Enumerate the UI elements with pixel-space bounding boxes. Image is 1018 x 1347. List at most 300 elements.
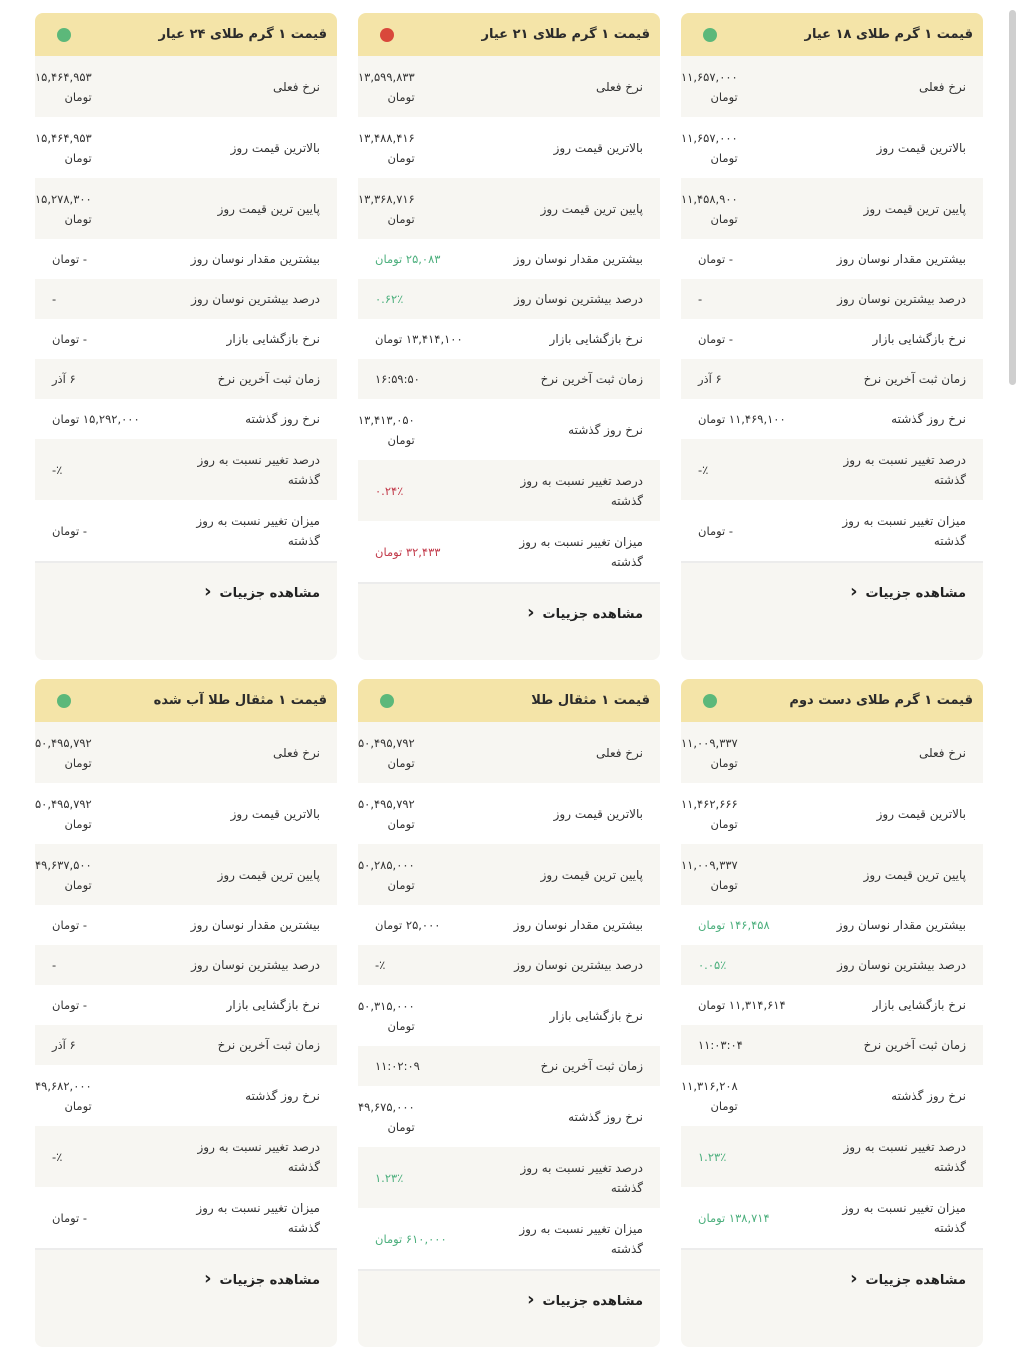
value-unit: تومان: [698, 1210, 726, 1225]
row-value: [35, 369, 76, 389]
row-label: درصد تغییر نسبت به روز گذشته: [197, 1139, 320, 1174]
value-number: ۵۰,۴۹۵,۷۹۲: [35, 735, 92, 750]
value-number: ۱۱,۶۵۷,۰۰۰: [681, 130, 738, 145]
value-number: ۱۳۸,۷۱۴: [728, 1210, 770, 1225]
row-label: بالاترین قیمت روز: [876, 140, 966, 155]
value-number: ۰.۶۲٪: [375, 292, 404, 306]
value-number: ۱۱,۴۶۹,۱۰۰: [728, 412, 786, 426]
value-number: ۱۱,۳۱۴,۶۱۴: [728, 998, 786, 1012]
value-number: -: [698, 292, 703, 306]
row-label: بالاترین قیمت روز: [230, 140, 320, 155]
value-unit: تومان: [375, 332, 403, 346]
row-label: نرخ روز گذشته: [891, 412, 966, 426]
row-label: بالاترین قیمت روز: [230, 806, 320, 821]
value-number: -: [82, 252, 88, 266]
row-value: [358, 481, 403, 501]
row-value: [35, 915, 87, 935]
row-value: [681, 915, 770, 935]
row-value: [35, 189, 92, 229]
row-label: پایین ترین قیمت روز: [540, 867, 643, 882]
value-unit: تومان: [52, 1210, 80, 1225]
table-row: [358, 359, 660, 399]
value-unit: تومان: [64, 816, 92, 831]
value-unit: تومان: [387, 1119, 415, 1134]
table-row: [358, 178, 660, 239]
value-number: ۶۱۰,۰۰۰: [405, 1231, 447, 1246]
table-row: [35, 985, 337, 1025]
table-row: [681, 722, 983, 783]
row-label: نرخ فعلی: [595, 79, 643, 94]
table-row: [358, 1086, 660, 1147]
chevron-left-icon: ‹: [204, 1268, 212, 1289]
row-value: [681, 128, 738, 168]
value-number: ٪-: [698, 462, 709, 477]
row-value: [358, 542, 440, 562]
row-label: نرخ بازگشایی بازار: [226, 998, 320, 1012]
row-label: درصد بیشترین نوسان روز: [191, 958, 320, 972]
row-value: [681, 1076, 738, 1116]
card-rows: [681, 56, 983, 561]
value-number: ۱۱,۶۵۷,۰۰۰: [681, 69, 738, 84]
value-unit: تومان: [52, 523, 80, 538]
row-label: درصد بیشترین نوسان روز: [837, 292, 966, 306]
chevron-left-icon: ‹: [850, 581, 858, 602]
row-label: بیشترین مقدار نوسان روز: [836, 918, 966, 932]
status-up-dot-icon: [380, 694, 394, 708]
table-row: [681, 279, 983, 319]
row-value: [681, 1035, 743, 1055]
row-label: پایین ترین قیمت روز: [217, 201, 320, 216]
row-label: زمان ثبت آخرین نرخ: [540, 1059, 643, 1073]
table-row: [358, 985, 660, 1046]
table-row: [681, 239, 983, 279]
value-number: ۲۵,۰۰۰: [405, 918, 441, 932]
value-number: -: [52, 958, 57, 972]
value-unit: تومان: [52, 998, 80, 1012]
table-row: [681, 117, 983, 178]
view-details-link[interactable]: [204, 581, 320, 602]
view-details-label: مشاهده جزییات: [542, 1294, 643, 1309]
value-number: -: [82, 332, 88, 346]
card-rows: [358, 56, 660, 582]
card-title: قیمت ۱ گرم طلای ۲۴ عیار: [158, 27, 327, 42]
value-number: ۴۹,۶۳۷,۵۰۰: [35, 857, 92, 872]
row-label: زمان ثبت آخرین نرخ: [540, 372, 643, 386]
table-row: [35, 56, 337, 117]
table-row: [358, 521, 660, 582]
row-value: [35, 794, 92, 834]
scrollbar-thumb[interactable]: [1009, 10, 1016, 385]
table-row: [681, 319, 983, 359]
table-row: [35, 1187, 337, 1248]
gold-price-cards: [35, 13, 983, 1347]
price-card: [681, 679, 983, 1347]
value-number: ۵۰,۴۹۵,۷۹۲: [358, 796, 415, 811]
row-value: [35, 67, 92, 107]
table-row: [681, 1187, 983, 1248]
status-up-dot-icon: [703, 28, 717, 42]
row-value: [35, 249, 87, 269]
row-label: بیشترین مقدار نوسان روز: [836, 252, 966, 266]
chevron-left-icon: ‹: [204, 581, 212, 602]
row-value: [358, 329, 463, 349]
table-row: [358, 945, 660, 985]
value-number: ۱۱,۰۰۹,۳۳۷: [681, 857, 738, 872]
card-header: [35, 13, 337, 56]
row-label: پایین ترین قیمت روز: [863, 867, 966, 882]
card-title: قیمت ۱ مثقال طلا: [531, 693, 650, 708]
value-number: -: [728, 332, 734, 346]
value-number: ۱۳,۴۱۴,۱۰۰: [405, 332, 463, 346]
row-label: درصد بیشترین نوسان روز: [191, 292, 320, 306]
row-value: [35, 855, 92, 895]
table-row: [681, 783, 983, 844]
table-row: [35, 722, 337, 783]
table-row: [35, 359, 337, 399]
table-row: [35, 1025, 337, 1065]
table-row: [681, 1025, 983, 1065]
value-unit: تومان: [387, 877, 415, 892]
row-label: درصد تغییر نسبت به روز گذشته: [843, 452, 966, 487]
row-label: درصد بیشترین نوسان روز: [837, 958, 966, 972]
value-unit: تومان: [387, 432, 415, 447]
row-label: نرخ روز گذشته: [891, 1088, 966, 1103]
row-label: درصد بیشترین نوسان روز: [514, 292, 643, 306]
value-number: ۱۶:۵۹:۵۰: [375, 372, 420, 386]
card-title: قیمت ۱ مثقال طلا آب شده: [153, 693, 327, 708]
value-number: ۶ آذر: [698, 372, 722, 386]
row-value: [35, 1147, 62, 1167]
row-value: [35, 409, 140, 429]
value-number: -: [82, 523, 88, 538]
table-row: [681, 56, 983, 117]
row-value: [681, 855, 738, 895]
row-label: میزان تغییر نسبت به روز گذشته: [842, 513, 966, 548]
value-number: ۱.۲۳٪: [375, 1170, 404, 1185]
card-footer: [681, 1248, 983, 1347]
status-up-dot-icon: [57, 694, 71, 708]
row-label: بالاترین قیمت روز: [553, 806, 643, 821]
value-unit: تومان: [387, 211, 415, 226]
row-value: [681, 521, 733, 541]
row-value: [681, 733, 738, 773]
value-number: ۰.۰۵٪: [698, 958, 727, 972]
price-card: [35, 679, 337, 1347]
row-value: [681, 369, 722, 389]
value-number: ۱۳,۳۶۸,۷۱۶: [358, 191, 415, 206]
price-card: [358, 679, 660, 1347]
row-value: [681, 189, 738, 229]
row-value: [358, 855, 415, 895]
row-value: [358, 794, 415, 834]
value-number: ٪-: [52, 1149, 63, 1164]
row-value: [681, 794, 738, 834]
status-down-dot-icon: [380, 28, 394, 42]
table-row: [681, 399, 983, 439]
scrollbar[interactable]: [1008, 0, 1018, 1280]
row-value: [358, 1229, 447, 1249]
chevron-left-icon: ‹: [527, 602, 535, 623]
table-row: [358, 460, 660, 521]
value-number: ۱۵,۲۷۸,۳۰۰: [35, 191, 92, 206]
table-row: [358, 1147, 660, 1208]
value-number: ۱۵,۴۶۴,۹۵۳: [35, 69, 92, 84]
row-value: [681, 1147, 726, 1167]
row-value: [681, 289, 702, 309]
value-number: ۴۹,۶۸۲,۰۰۰: [35, 1078, 92, 1093]
table-row: [35, 279, 337, 319]
value-unit: تومان: [64, 211, 92, 226]
card-rows: [35, 722, 337, 1248]
view-details-link[interactable]: [850, 1268, 966, 1289]
table-row: [358, 905, 660, 945]
table-row: [35, 844, 337, 905]
table-row: [358, 1046, 660, 1086]
value-unit: تومان: [698, 918, 726, 932]
table-row: [35, 319, 337, 359]
status-up-dot-icon: [703, 694, 717, 708]
value-unit: تومان: [387, 755, 415, 770]
value-unit: تومان: [698, 998, 726, 1012]
value-number: ۱۳,۴۱۳,۰۵۰: [358, 412, 415, 427]
value-unit: تومان: [710, 877, 738, 892]
value-number: ۶ آذر: [52, 372, 76, 386]
row-label: پایین ترین قیمت روز: [540, 201, 643, 216]
value-number: ۱۱,۳۱۶,۲۰۸: [681, 1078, 738, 1093]
table-row: [35, 117, 337, 178]
row-label: نرخ روز گذشته: [568, 1109, 643, 1124]
row-label: بالاترین قیمت روز: [876, 806, 966, 821]
view-details-label: مشاهده جزییات: [865, 586, 966, 601]
table-row: [35, 439, 337, 500]
value-number: ٪-: [52, 462, 63, 477]
row-label: درصد تغییر نسبت به روز گذشته: [843, 1139, 966, 1174]
row-label: بیشترین مقدار نوسان روز: [513, 918, 643, 932]
price-card: [681, 13, 983, 660]
chevron-left-icon: ‹: [850, 1268, 858, 1289]
view-details-label: مشاهده جزییات: [865, 1273, 966, 1288]
value-unit: تومان: [375, 252, 403, 266]
row-value: [35, 128, 92, 168]
card-footer: [358, 1269, 660, 1347]
view-details-link[interactable]: [527, 1289, 643, 1310]
value-number: ۱۳,۴۸۸,۴۱۶: [358, 130, 415, 145]
value-unit: تومان: [52, 412, 80, 426]
row-value: [35, 1076, 92, 1116]
row-label: نرخ بازگشایی بازار: [549, 1008, 643, 1023]
table-row: [681, 439, 983, 500]
table-row: [35, 905, 337, 945]
value-unit: تومان: [64, 150, 92, 165]
row-label: درصد بیشترین نوسان روز: [514, 958, 643, 972]
card-rows: [358, 722, 660, 1269]
row-label: زمان ثبت آخرین نرخ: [863, 1038, 966, 1052]
status-up-dot-icon: [57, 28, 71, 42]
row-label: نرخ فعلی: [272, 79, 320, 94]
row-label: درصد تغییر نسبت به روز گذشته: [520, 473, 643, 508]
row-label: نرخ روز گذشته: [568, 422, 643, 437]
table-row: [358, 239, 660, 279]
value-number: ۱۳,۵۹۹,۸۳۳: [358, 69, 415, 84]
table-row: [358, 722, 660, 783]
row-value: [358, 369, 420, 389]
table-row: [681, 178, 983, 239]
row-label: نرخ بازگشایی بازار: [872, 998, 966, 1012]
row-value: [358, 128, 415, 168]
value-number: ۱۱,۴۶۲,۶۶۶: [681, 796, 738, 811]
view-details-link[interactable]: [527, 602, 643, 623]
row-label: زمان ثبت آخرین نرخ: [863, 372, 966, 386]
row-value: [681, 460, 708, 480]
card-title: قیمت ۱ گرم طلای دست دوم: [789, 693, 973, 708]
value-number: -: [82, 918, 88, 932]
value-unit: تومان: [710, 755, 738, 770]
row-value: [358, 410, 415, 450]
row-value: [681, 249, 733, 269]
row-value: [358, 996, 415, 1036]
value-number: ۱۱:۰۲:۰۹: [375, 1059, 420, 1073]
row-label: میزان تغییر نسبت به روز گذشته: [842, 1200, 966, 1235]
card-footer: [35, 561, 337, 660]
value-number: -: [82, 998, 88, 1012]
value-unit: تومان: [64, 877, 92, 892]
row-value: [358, 249, 440, 269]
value-unit: تومان: [698, 523, 726, 538]
row-label: میزان تغییر نسبت به روز گذشته: [519, 534, 643, 569]
value-unit: تومان: [698, 332, 726, 346]
table-row: [358, 56, 660, 117]
view-details-label: مشاهده جزییات: [542, 607, 643, 622]
row-label: زمان ثبت آخرین نرخ: [217, 1038, 320, 1052]
table-row: [35, 178, 337, 239]
card-header: [358, 679, 660, 722]
row-label: درصد تغییر نسبت به روز گذشته: [520, 1160, 643, 1195]
table-row: [681, 905, 983, 945]
value-number: ۵۰,۳۱۵,۰۰۰: [358, 998, 415, 1013]
table-row: [35, 500, 337, 561]
row-label: میزان تغییر نسبت به روز گذشته: [519, 1221, 643, 1256]
price-card: [358, 13, 660, 660]
row-value: [35, 329, 87, 349]
table-row: [35, 399, 337, 439]
row-value: [358, 189, 415, 229]
card-title: قیمت ۱ گرم طلای ۱۸ عیار: [804, 27, 973, 42]
row-label: پایین ترین قیمت روز: [217, 867, 320, 882]
value-unit: تومان: [387, 89, 415, 104]
value-unit: تومان: [710, 89, 738, 104]
value-number: ۱۱:۰۳:۰۴: [698, 1038, 743, 1052]
row-label: نرخ روز گذشته: [245, 412, 320, 426]
value-number: ۵۰,۴۹۵,۷۹۲: [358, 735, 415, 750]
view-details-link[interactable]: [850, 581, 966, 602]
row-label: نرخ بازگشایی بازار: [872, 332, 966, 346]
row-value: [681, 955, 726, 975]
value-number: ۳۲,۴۳۳: [405, 544, 441, 559]
value-unit: تومان: [64, 1098, 92, 1113]
row-label: بیشترین مقدار نوسان روز: [513, 252, 643, 266]
row-value: [681, 329, 733, 349]
value-number: -: [52, 292, 57, 306]
price-card: [35, 13, 337, 660]
value-unit: تومان: [698, 412, 726, 426]
row-value: [681, 995, 786, 1015]
value-unit: تومان: [387, 816, 415, 831]
row-label: بیشترین مقدار نوسان روز: [190, 252, 320, 266]
row-label: بیشترین مقدار نوسان روز: [190, 918, 320, 932]
view-details-label: مشاهده جزییات: [219, 1273, 320, 1288]
card-header: [681, 13, 983, 56]
value-unit: تومان: [710, 816, 738, 831]
row-value: [358, 289, 403, 309]
table-row: [681, 985, 983, 1025]
row-value: [35, 995, 87, 1015]
table-row: [35, 1065, 337, 1126]
table-row: [358, 319, 660, 359]
value-number: ۱.۲۳٪: [698, 1149, 727, 1164]
card-rows: [35, 56, 337, 561]
row-value: [681, 67, 738, 107]
row-label: نرخ بازگشایی بازار: [226, 332, 320, 346]
value-unit: تومان: [52, 332, 80, 346]
row-label: زمان ثبت آخرین نرخ: [217, 372, 320, 386]
view-details-link[interactable]: [204, 1268, 320, 1289]
card-rows: [681, 722, 983, 1248]
view-details-label: مشاهده جزییات: [219, 586, 320, 601]
value-unit: تومان: [710, 211, 738, 226]
row-value: [35, 955, 56, 975]
value-unit: تومان: [710, 150, 738, 165]
value-number: -: [82, 1210, 88, 1225]
table-row: [358, 117, 660, 178]
table-row: [681, 500, 983, 561]
row-label: نرخ فعلی: [918, 745, 966, 760]
row-value: [358, 67, 415, 107]
value-number: -: [728, 252, 734, 266]
table-row: [681, 1126, 983, 1187]
value-unit: تومان: [698, 252, 726, 266]
chevron-left-icon: ‹: [527, 1289, 535, 1310]
row-value: [358, 955, 385, 975]
table-row: [358, 844, 660, 905]
table-row: [681, 844, 983, 905]
value-number: ۲۵,۰۸۳: [405, 252, 441, 266]
value-unit: تومان: [52, 918, 80, 932]
table-row: [35, 945, 337, 985]
value-unit: تومان: [52, 252, 80, 266]
table-row: [681, 359, 983, 399]
value-number: ۰.۲۴٪: [375, 483, 404, 498]
value-unit: تومان: [64, 755, 92, 770]
value-number: ۴۹,۶۷۵,۰۰۰: [358, 1099, 415, 1114]
value-number: ۱۴۶,۴۵۸: [728, 918, 770, 932]
value-number: ۵۰,۴۹۵,۷۹۲: [35, 796, 92, 811]
card-title: قیمت ۱ گرم طلای ۲۱ عیار: [481, 27, 650, 42]
row-value: [358, 1056, 420, 1076]
row-value: [681, 409, 786, 429]
row-value: [35, 460, 62, 480]
card-footer: [681, 561, 983, 660]
row-label: نرخ بازگشایی بازار: [549, 332, 643, 346]
value-number: ۱۵,۴۶۴,۹۵۳: [35, 130, 92, 145]
value-number: ۶ آذر: [52, 1038, 76, 1052]
row-value: [35, 733, 92, 773]
card-footer: [358, 582, 660, 660]
table-row: [681, 1065, 983, 1126]
table-row: [35, 239, 337, 279]
row-value: [35, 1208, 87, 1228]
value-number: ٪-: [375, 958, 386, 972]
value-number: ۱۱,۰۰۹,۳۳۷: [681, 735, 738, 750]
